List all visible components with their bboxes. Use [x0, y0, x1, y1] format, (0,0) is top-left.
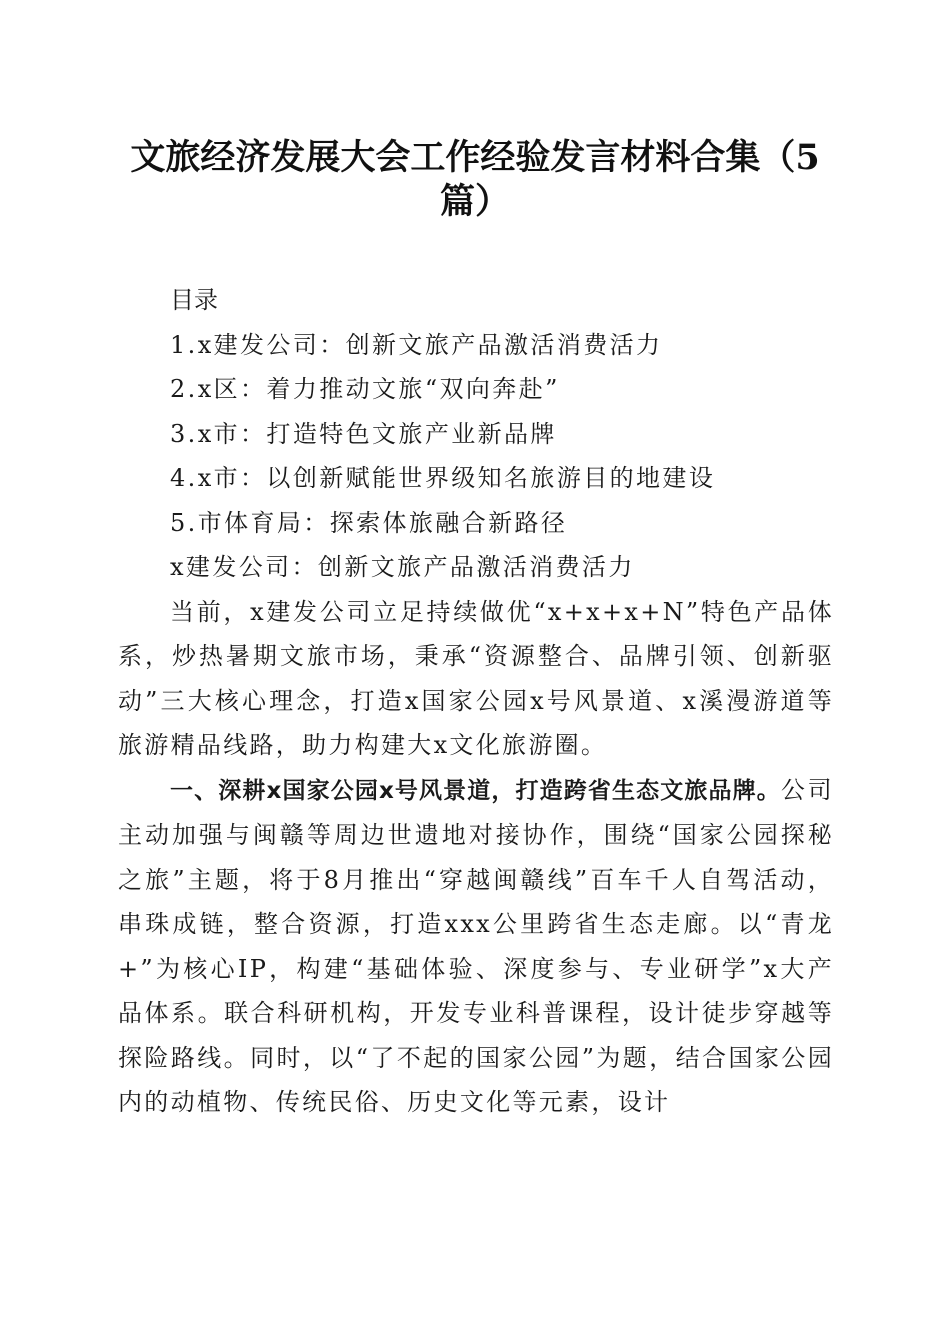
body-paragraph	[118, 768, 834, 1125]
document-body	[118, 278, 834, 1125]
toc-item: 3.x市：打造特色文旅产业新品牌	[170, 419, 557, 448]
section-title: x建发公司：创新文旅产品激活消费活力	[170, 553, 635, 581]
body-paragraph-text: 公司主动加强与闽赣等周边世遗地对接协作，围绕“国家公园探秘之旅”主题，将于8月推出“穿越闽赣线”百车千人自驾活动，串珠成链，整合资源，打造xxx公里跨省生态走廊。以“青龙+”为核心IP，构建“基础体验、深度参与、专业研学”x大产品体系。联合科研机构，开发专业科普课程，设计徒步穿越等探险路线。同时，以“了不起的国家公园”为题，结合国家公园内的动植物、传统民俗、历史文化等元素，设计	[118, 775, 834, 1116]
toc-item: 4.x市：以创新赋能世界级知名旅游目的地建设	[170, 464, 716, 492]
toc-item: 5.市体育局：探索体旅融合新路径	[170, 508, 568, 537]
intro-paragraph: 当前，x建发公司立足持续做优“x+x+x+N”特色产品体系，炒热暑期文旅市场，秉承“资源整合、品牌引领、创新驱动”三大核心理念，打造x国家公园x号风景道、x溪漫游道等旅游精品线路，助力构建大x文化旅游圈。	[118, 597, 834, 759]
toc-heading: 目录	[170, 286, 218, 314]
toc-item: 1.x建发公司：创新文旅产品激活消费活力	[170, 330, 663, 359]
section-heading: 一、深耕x国家公园x号风景道，打造跨省生态文旅品牌。	[170, 777, 781, 804]
document-title: 文旅经济发展大会工作经验发言材料合集（5篇）	[130, 137, 820, 222]
toc-item: 2.x区：着力推动文旅“双向奔赴”	[170, 375, 560, 403]
